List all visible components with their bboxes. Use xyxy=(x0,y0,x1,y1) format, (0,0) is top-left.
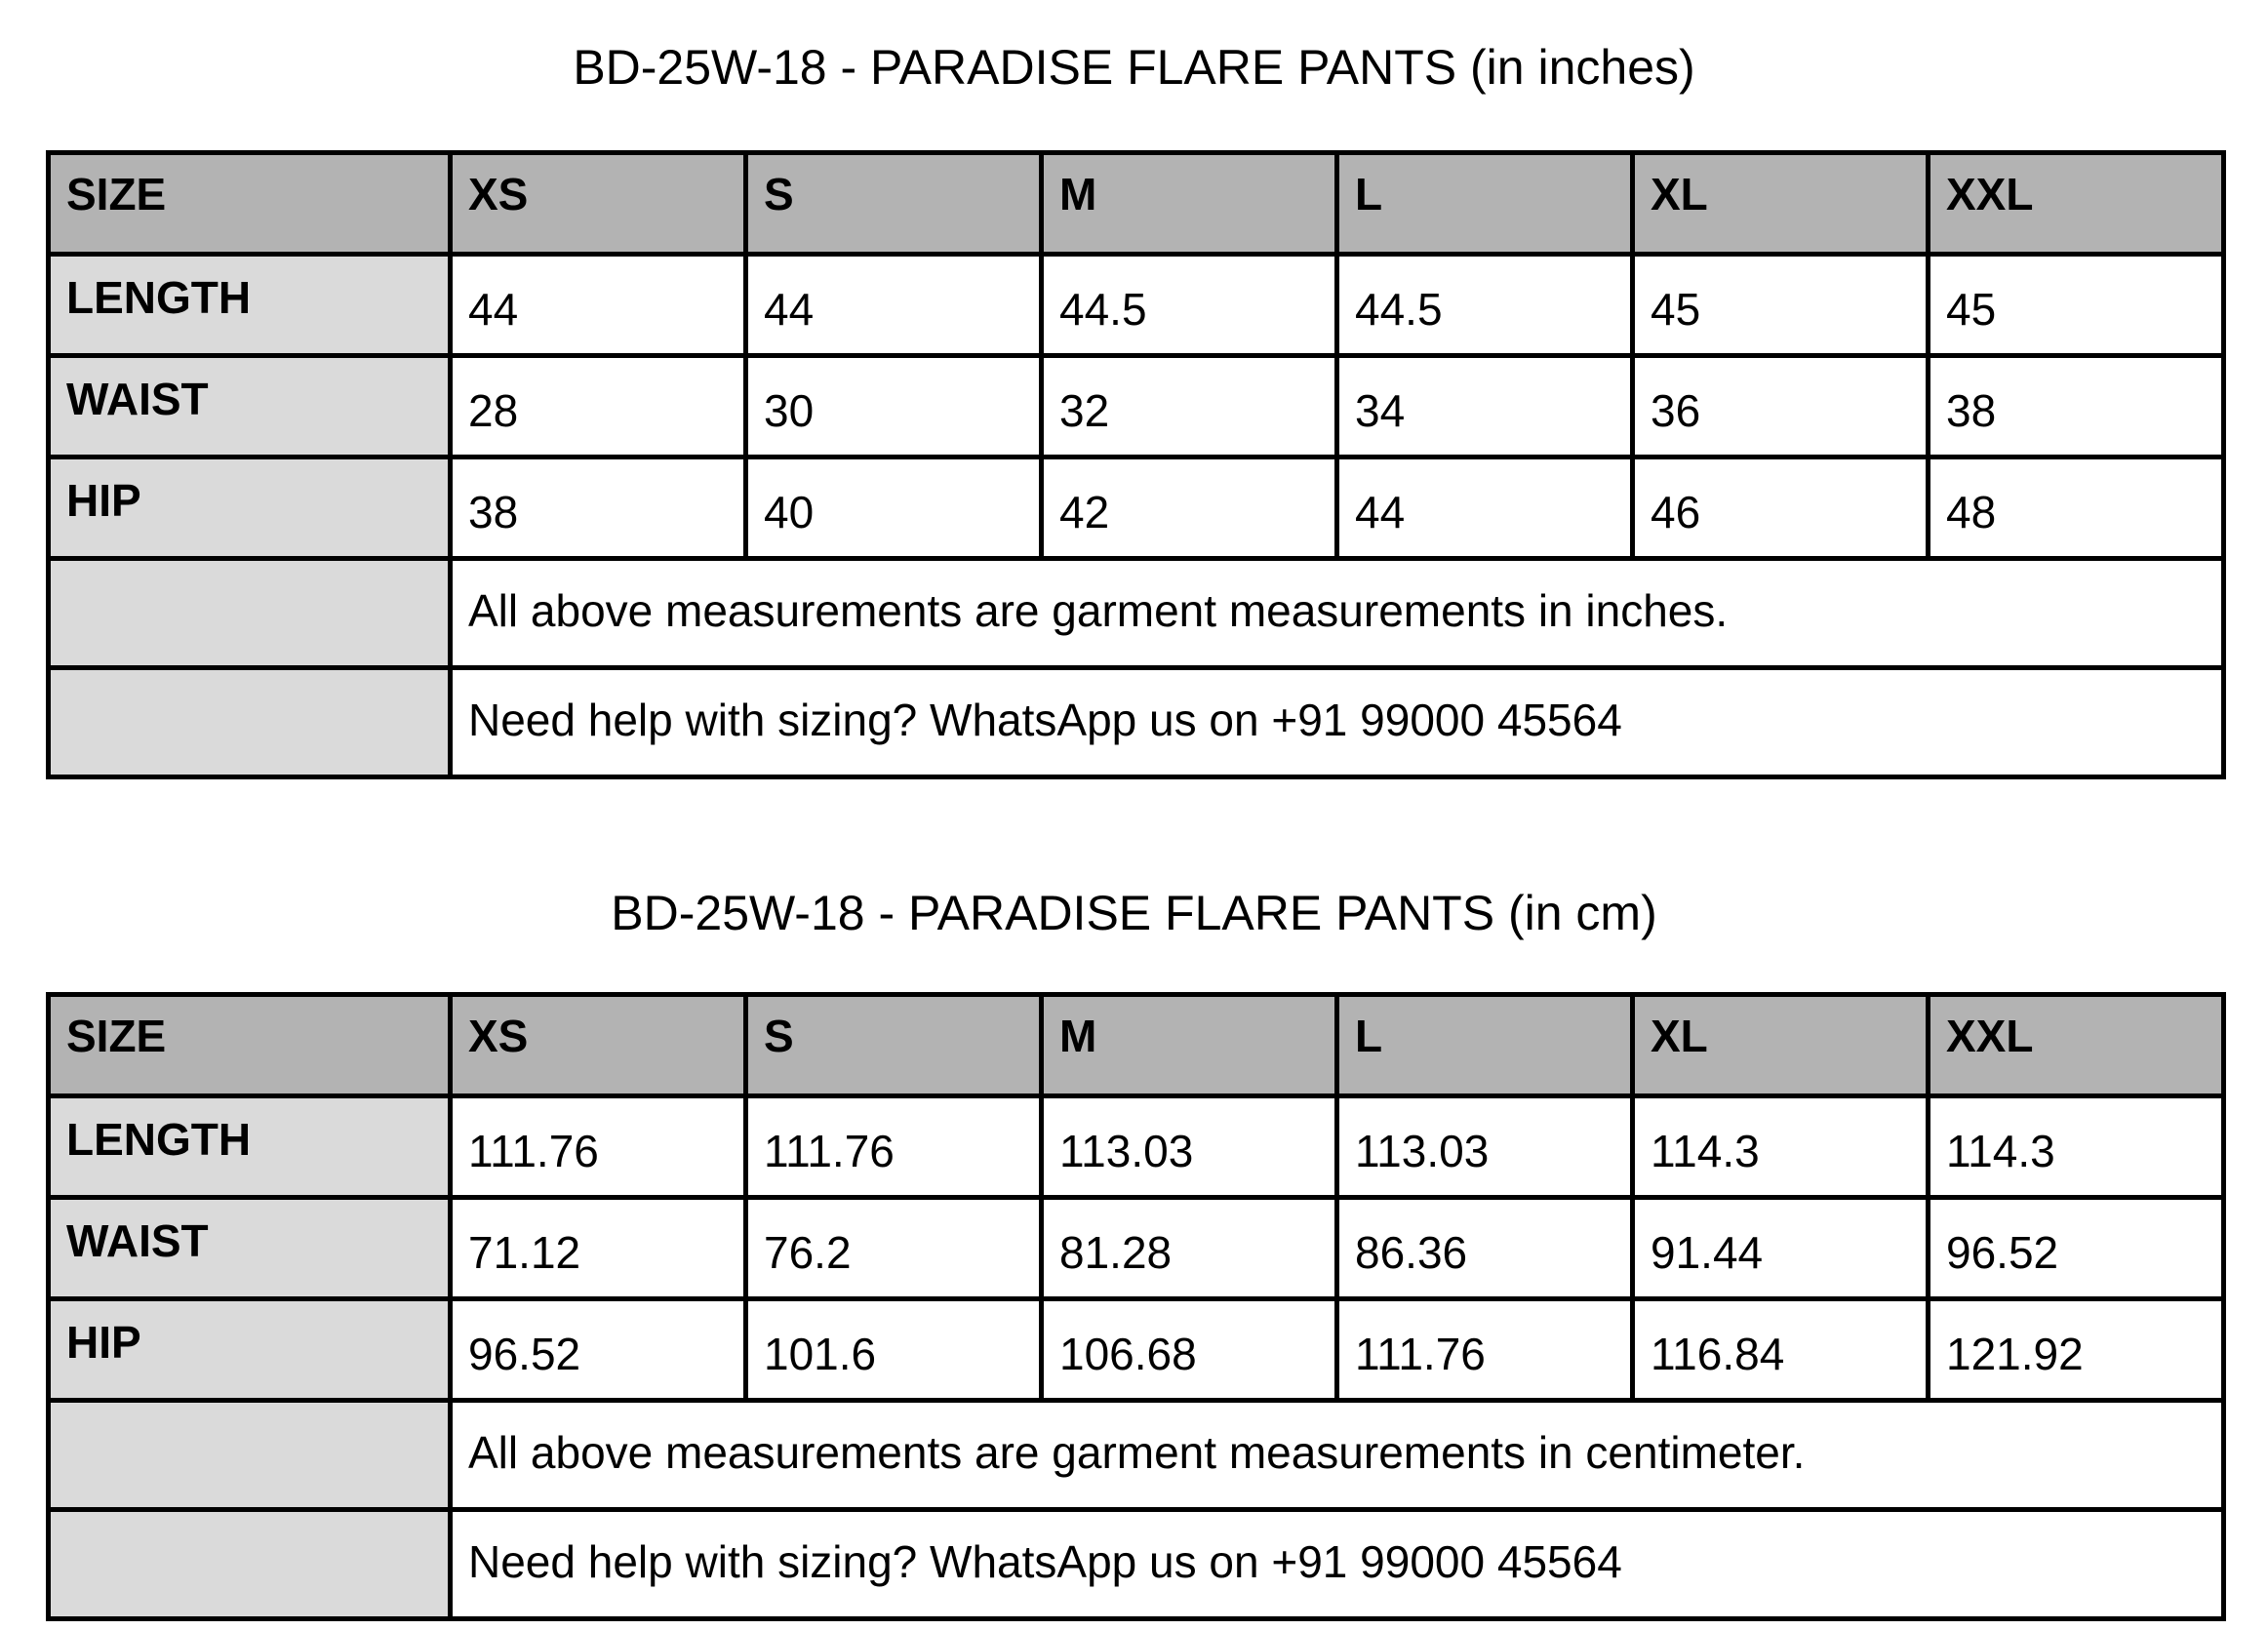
measurement-cell: 42 xyxy=(1042,457,1337,559)
measurement-cell: 121.92 xyxy=(1929,1299,2224,1401)
size-table-cm xyxy=(46,992,2226,1621)
measurement-cell: 111.76 xyxy=(746,1096,1042,1198)
table-row-hip xyxy=(49,1299,2224,1401)
row-label-waist: WAIST xyxy=(49,356,451,457)
measurement-cell: 86.36 xyxy=(1337,1198,1633,1299)
measurement-cell: 48 xyxy=(1929,457,2224,559)
measurement-cell: 76.2 xyxy=(746,1198,1042,1299)
measurement-cell: 91.44 xyxy=(1633,1198,1929,1299)
note-label-cell xyxy=(49,668,451,777)
measurement-cell: 44.5 xyxy=(1042,255,1337,356)
table-header-row xyxy=(49,995,2224,1096)
note-label-cell xyxy=(49,1401,451,1510)
measurement-cell: 36 xyxy=(1633,356,1929,457)
measurement-cell: 44 xyxy=(1337,457,1633,559)
measurement-cell: 116.84 xyxy=(1633,1299,1929,1401)
column-header-s: S xyxy=(746,153,1042,255)
column-header-xl: XL xyxy=(1633,153,1929,255)
measurement-cell: 96.52 xyxy=(1929,1198,2224,1299)
table-title-cm: BD-25W-18 - PARADISE FLARE PANTS (in cm) xyxy=(611,886,1657,940)
measurement-cell: 44 xyxy=(451,255,746,356)
column-header-s: S xyxy=(746,995,1042,1096)
size-table-section-inches xyxy=(0,0,2268,779)
table-title-inches: BD-25W-18 - PARADISE FLARE PANTS (in inches) xyxy=(573,40,1695,95)
measurement-cell: 114.3 xyxy=(1633,1096,1929,1198)
column-header-xxl: XXL xyxy=(1929,153,2224,255)
row-label-hip: HIP xyxy=(49,457,451,559)
note-row-units xyxy=(49,1401,2224,1510)
column-header-l: L xyxy=(1337,153,1633,255)
measurement-cell: 111.76 xyxy=(451,1096,746,1198)
note-cell-contact: Need help with sizing? WhatsApp us on +91 99000 45564 xyxy=(451,1510,2224,1619)
note-cell-units: All above measurements are garment measurements in centimeter. xyxy=(451,1401,2224,1510)
column-header-l: L xyxy=(1337,995,1633,1096)
note-row-contact xyxy=(49,1510,2224,1619)
measurement-cell: 46 xyxy=(1633,457,1929,559)
table-row-hip xyxy=(49,457,2224,559)
note-row-units xyxy=(49,559,2224,668)
note-label-cell xyxy=(49,1510,451,1619)
measurement-cell: 113.03 xyxy=(1337,1096,1633,1198)
column-header-m: M xyxy=(1042,153,1337,255)
table-header-row xyxy=(49,153,2224,255)
size-table-inches xyxy=(46,150,2226,779)
row-label-length: LENGTH xyxy=(49,255,451,356)
table-row-waist xyxy=(49,1198,2224,1299)
measurement-cell: 106.68 xyxy=(1042,1299,1337,1401)
measurement-cell: 113.03 xyxy=(1042,1096,1337,1198)
column-header-xxl: XXL xyxy=(1929,995,2224,1096)
row-label-hip: HIP xyxy=(49,1299,451,1401)
table-row-length xyxy=(49,255,2224,356)
measurement-cell: 38 xyxy=(451,457,746,559)
row-label-length: LENGTH xyxy=(49,1096,451,1198)
column-header-size: SIZE xyxy=(49,995,451,1096)
note-cell-contact: Need help with sizing? WhatsApp us on +91 99000 45564 xyxy=(451,668,2224,777)
measurement-cell: 71.12 xyxy=(451,1198,746,1299)
note-cell-units: All above measurements are garment measurements in inches. xyxy=(451,559,2224,668)
table-row-length xyxy=(49,1096,2224,1198)
measurement-cell: 30 xyxy=(746,356,1042,457)
column-header-size: SIZE xyxy=(49,153,451,255)
measurement-cell: 96.52 xyxy=(451,1299,746,1401)
measurement-cell: 81.28 xyxy=(1042,1198,1337,1299)
column-header-xl: XL xyxy=(1633,995,1929,1096)
column-header-m: M xyxy=(1042,995,1337,1096)
measurement-cell: 101.6 xyxy=(746,1299,1042,1401)
measurement-cell: 111.76 xyxy=(1337,1299,1633,1401)
measurement-cell: 114.3 xyxy=(1929,1096,2224,1198)
note-row-contact xyxy=(49,668,2224,777)
measurement-cell: 45 xyxy=(1633,255,1929,356)
table-row-waist xyxy=(49,356,2224,457)
size-table-section-cm xyxy=(0,885,2268,1621)
measurement-cell: 34 xyxy=(1337,356,1633,457)
row-label-waist: WAIST xyxy=(49,1198,451,1299)
measurement-cell: 32 xyxy=(1042,356,1337,457)
measurement-cell: 45 xyxy=(1929,255,2224,356)
measurement-cell: 40 xyxy=(746,457,1042,559)
column-header-xs: XS xyxy=(451,153,746,255)
column-header-xs: XS xyxy=(451,995,746,1096)
measurement-cell: 28 xyxy=(451,356,746,457)
measurement-cell: 38 xyxy=(1929,356,2224,457)
measurement-cell: 44 xyxy=(746,255,1042,356)
measurement-cell: 44.5 xyxy=(1337,255,1633,356)
note-label-cell xyxy=(49,559,451,668)
